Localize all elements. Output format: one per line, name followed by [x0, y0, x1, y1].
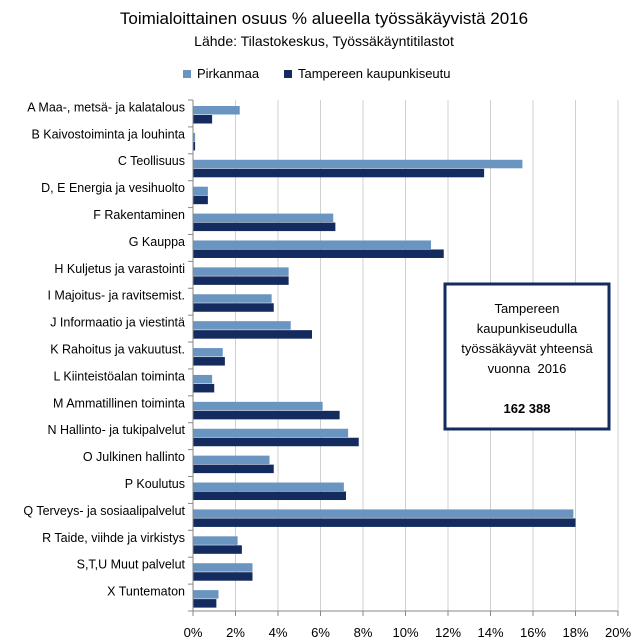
tick-label: 2% — [226, 625, 245, 640]
bar-tampereen-kaupunkiseutu-4 — [193, 223, 335, 232]
bar-pirkanmaa-14 — [193, 483, 344, 492]
category-label: L Kiinteistöalan toiminta — [53, 369, 185, 384]
bar-pirkanmaa-10 — [193, 375, 212, 384]
bar-tampereen-kaupunkiseutu-15 — [193, 518, 576, 527]
bar-tampereen-kaupunkiseutu-9 — [193, 357, 225, 366]
category-label: A Maa-, metsä- ja kalatalous — [27, 100, 185, 115]
bar-tampereen-kaupunkiseutu-8 — [193, 330, 312, 339]
chart-subtitle: Lähde: Tilastokeskus, Työssäkäyntitilastot — [194, 33, 454, 49]
category-label: J Informaatio ja viestintä — [50, 315, 185, 330]
bar-tampereen-kaupunkiseutu-10 — [193, 384, 214, 393]
bar-tampereen-kaupunkiseutu-18 — [193, 599, 216, 608]
legend-swatch-tampereen-kaupunkiseutu — [284, 70, 292, 78]
bar-pirkanmaa-13 — [193, 456, 270, 465]
category-label: N Hallinto- ja tukipalvelut — [47, 423, 185, 438]
legend-label-pirkanmaa: Pirkanmaa — [197, 66, 260, 81]
category-label: R Taide, viihde ja virkistys — [42, 530, 185, 545]
bar-tampereen-kaupunkiseutu-13 — [193, 465, 274, 474]
tick-label: 14% — [477, 625, 504, 640]
bar-pirkanmaa-4 — [193, 214, 333, 223]
bar-tampereen-kaupunkiseutu-3 — [193, 196, 208, 205]
bar-tampereen-kaupunkiseutu-14 — [193, 492, 346, 501]
annotation-line-1: Tampereen — [494, 301, 560, 316]
bar-tampereen-kaupunkiseutu-0 — [193, 115, 212, 124]
tick-label: 12% — [434, 625, 462, 640]
tick-label: 8% — [353, 625, 373, 640]
category-label: H Kuljetus ja varastointi — [54, 261, 185, 276]
category-label: X Tuntematon — [107, 584, 185, 599]
bar-pirkanmaa-12 — [193, 429, 348, 438]
bar-pirkanmaa-11 — [193, 402, 323, 411]
bar-pirkanmaa-15 — [193, 509, 573, 517]
tick-label: 10% — [392, 625, 419, 640]
bar-pirkanmaa-6 — [193, 267, 289, 276]
bar-pirkanmaa-9 — [193, 348, 223, 357]
bar-tampereen-kaupunkiseutu-2 — [193, 169, 484, 178]
category-labels — [23, 100, 185, 598]
bar-tampereen-kaupunkiseutu-7 — [193, 303, 274, 312]
legend-swatch-pirkanmaa — [183, 70, 191, 78]
chart-title: Toimialoittainen osuus % alueella työssäkäyvistä 2016 — [119, 9, 529, 28]
category-label: B Kaivostoiminta ja louhinta — [31, 127, 185, 142]
tick-label: 0% — [183, 625, 203, 640]
tick-label: 16% — [519, 625, 547, 640]
bar-pirkanmaa-2 — [193, 160, 522, 169]
category-label: I Majoitus- ja ravitsemist. — [47, 288, 185, 303]
category-label: C Teollisuus — [117, 154, 185, 169]
bar-pirkanmaa-16 — [193, 536, 238, 545]
bar-tampereen-kaupunkiseutu-16 — [193, 545, 242, 554]
bar-pirkanmaa-7 — [193, 294, 272, 303]
category-label: Q Terveys- ja sosiaalipalvelut — [23, 503, 185, 518]
category-label: K Rahoitus ja vakuutust. — [50, 342, 185, 357]
bar-pirkanmaa-8 — [193, 321, 291, 330]
category-label: G Kauppa — [128, 234, 185, 249]
annotation-line-4: vuonna 2016 — [487, 361, 567, 376]
annotation-box — [445, 284, 609, 429]
bar-pirkanmaa-3 — [193, 187, 208, 196]
annotation-line-2: kaupunkiseudulla — [476, 321, 578, 336]
annotation-line-3: työssäkäyvät yhteensä — [461, 341, 593, 356]
category-label: S,T,U Muut palvelut — [76, 557, 185, 572]
legend — [183, 66, 451, 81]
tick-label: 6% — [311, 625, 330, 640]
category-label: F Rakentaminen — [93, 208, 185, 223]
bar-tampereen-kaupunkiseutu-11 — [193, 411, 340, 420]
category-label: P Koulutus — [124, 476, 185, 491]
category-label: M Ammatillinen toiminta — [53, 396, 185, 411]
category-label: D, E Energia ja vesihuolto — [41, 181, 185, 196]
bar-pirkanmaa-5 — [193, 240, 431, 249]
tick-label: 18% — [562, 625, 589, 640]
bar-pirkanmaa-18 — [193, 590, 219, 599]
bar-tampereen-kaupunkiseutu-12 — [193, 438, 359, 447]
category-label: O Julkinen hallinto — [82, 450, 185, 465]
tick-labels — [184, 625, 632, 640]
bar-pirkanmaa-17 — [193, 563, 253, 572]
bar-tampereen-kaupunkiseutu-6 — [193, 276, 289, 285]
bar-tampereen-kaupunkiseutu-17 — [193, 572, 253, 581]
annotation-value: 162 388 — [503, 401, 551, 416]
bar-pirkanmaa-0 — [193, 106, 240, 115]
tick-label: 4% — [268, 625, 288, 640]
tick-label: 20% — [604, 625, 632, 640]
bar-tampereen-kaupunkiseutu-5 — [193, 249, 444, 258]
legend-label-tampereen-kaupunkiseutu: Tampereen kaupunkiseutu — [298, 66, 451, 81]
